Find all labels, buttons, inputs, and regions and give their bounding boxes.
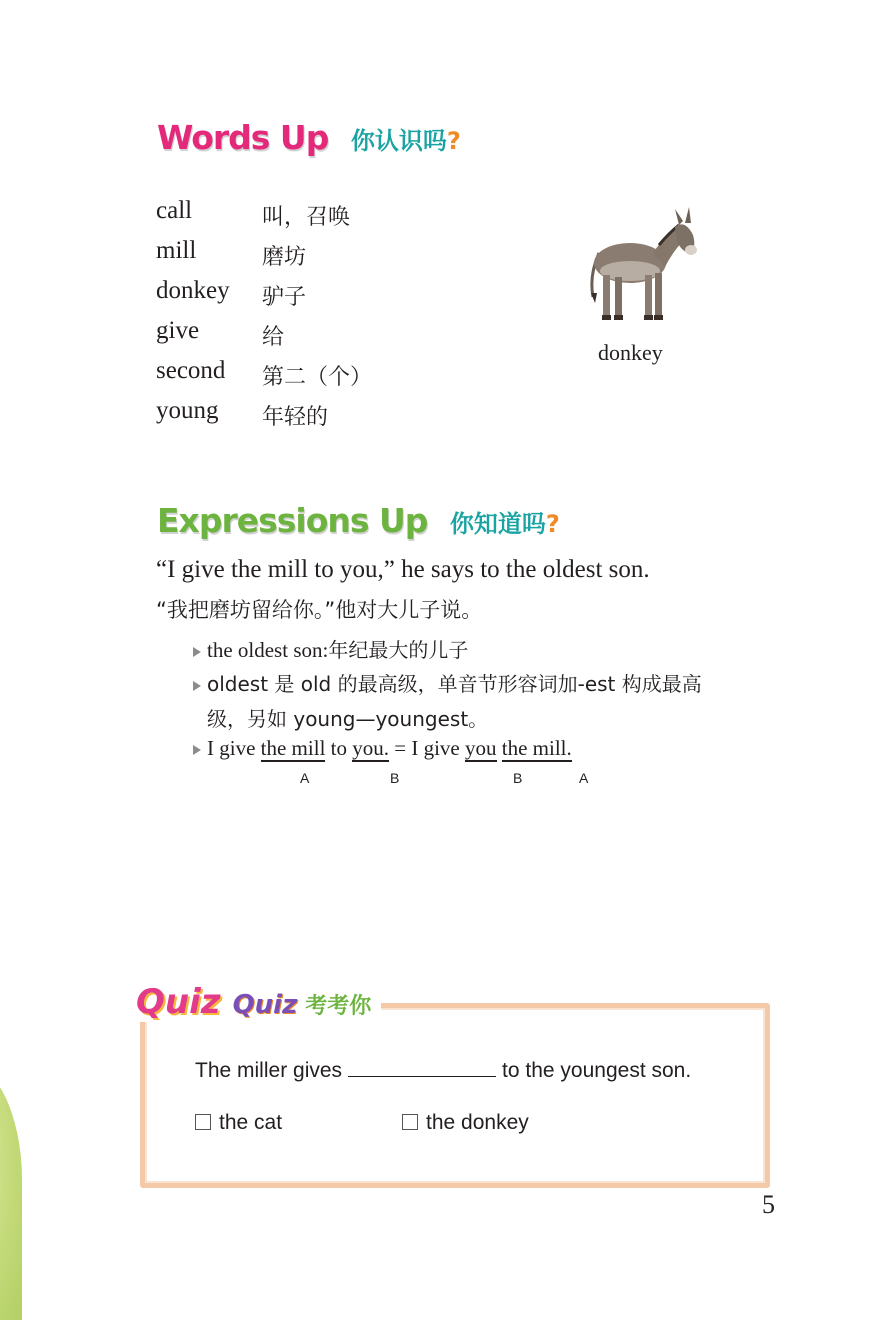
word-term: young <box>156 397 219 424</box>
checkbox[interactable] <box>195 1114 211 1130</box>
bullet-triangle-icon <box>193 745 201 755</box>
bullet-triangle-icon <box>193 681 201 691</box>
expressions-up-title: Expressions Up <box>157 501 428 540</box>
quiz-heading <box>132 982 381 1022</box>
word-meaning: 第二（个） <box>262 365 373 390</box>
words-up-heading <box>157 118 461 157</box>
words-up-subtitle: 你认识吗? <box>350 127 461 155</box>
example-object-b: you <box>465 736 497 760</box>
bullet-triangle-icon <box>193 647 201 657</box>
quiz-box <box>140 1003 770 1188</box>
word-term: mill <box>156 237 197 264</box>
example-object-b: you. <box>352 736 389 760</box>
word-meaning: 给 <box>262 325 285 350</box>
quiz-option[interactable]: the cat <box>195 1111 282 1135</box>
label-a: A <box>579 770 589 786</box>
label-b: B <box>390 770 400 786</box>
decorative-hill <box>0 1060 22 1320</box>
expressions-up-subtitle: 你知道吗? <box>449 510 560 538</box>
words-up-title: Words Up <box>157 118 329 157</box>
label-b: B <box>513 770 523 786</box>
word-term: second <box>156 357 226 384</box>
quiz-option[interactable]: the donkey <box>402 1111 529 1135</box>
note-item: the oldest son:年纪最大的儿子 <box>193 634 468 663</box>
word-term: donkey <box>156 277 230 304</box>
quiz-logo-large: Quiz <box>132 982 225 1022</box>
word-meaning: 磨坊 <box>262 245 307 270</box>
word-term: give <box>156 317 200 344</box>
example-object-a: the mill <box>260 736 326 760</box>
donkey-image <box>585 205 705 330</box>
quiz-title-cn: 考考你 <box>305 994 372 1019</box>
expression-sentence-en: “I give the mill to you,” he says to the oldest son. <box>156 556 650 583</box>
checkbox[interactable] <box>402 1114 418 1130</box>
word-meaning: 驴子 <box>262 285 307 310</box>
quiz-logo-small: Quiz <box>229 990 302 1020</box>
note-item-continuation: 级，另如 young—youngest。 <box>207 707 489 731</box>
example-object-a: the mill. <box>501 736 572 760</box>
answer-blank[interactable] <box>348 1058 496 1077</box>
donkey-caption: donkey <box>598 340 663 365</box>
label-a: A <box>300 770 310 786</box>
word-meaning: 年轻的 <box>262 405 329 430</box>
quiz-question: The miller gives to the youngest son. <box>195 1059 692 1082</box>
word-term: call <box>156 197 193 224</box>
example-sentence: I give the mill to you. = I give you the mill. <box>193 736 572 761</box>
page-number: 5 <box>762 1190 775 1219</box>
expression-sentence-cn: “我把磨坊留给你。”他对大儿子说。 <box>156 598 483 622</box>
expressions-up-heading <box>157 501 560 540</box>
word-meaning: 叫，召唤 <box>262 205 351 230</box>
note-item: oldest 是 old 的最高级，单音节形容词加-est 构成最高 <box>193 668 702 697</box>
